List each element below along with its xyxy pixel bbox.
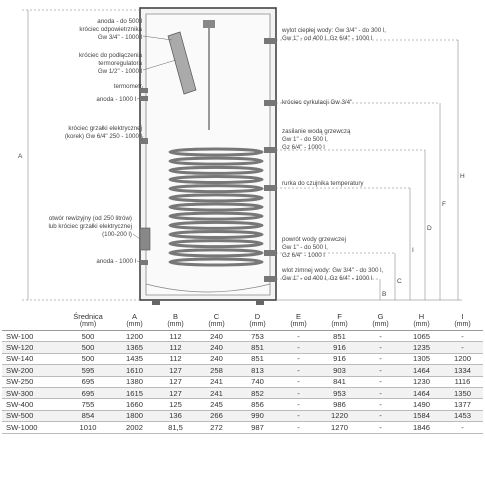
column-header xyxy=(319,312,360,331)
table-row xyxy=(2,399,483,410)
table-cell: - xyxy=(360,365,401,376)
table-cell: 112 xyxy=(155,342,196,353)
table-cell: - xyxy=(278,331,319,342)
table-cell: 241 xyxy=(196,387,237,398)
table-cell: 500 xyxy=(62,353,114,364)
table-cell: - xyxy=(278,365,319,376)
table-cell: 851 xyxy=(319,331,360,342)
table-cell: 854 xyxy=(62,410,114,421)
column-header xyxy=(2,312,62,331)
column-header xyxy=(114,312,155,331)
spec-table xyxy=(2,312,483,434)
column-header-name: A xyxy=(131,312,137,321)
table-cell: 1065 xyxy=(401,331,442,342)
table-cell: 986 xyxy=(319,399,360,410)
column-header-unit: (mm) xyxy=(331,321,348,328)
dim-letter-a: A xyxy=(18,153,23,160)
model-name-cell: SW-120 xyxy=(2,342,62,353)
table-cell: 127 xyxy=(155,365,196,376)
label-anoda-mid: anoda - 1000 l xyxy=(96,96,136,103)
table-cell: 1800 xyxy=(114,410,155,421)
table-cell: - xyxy=(278,353,319,364)
table-cell: 500 xyxy=(62,331,114,342)
port-inspection xyxy=(140,228,150,250)
table-cell: 695 xyxy=(62,387,114,398)
table-cell: 1235 xyxy=(401,342,442,353)
column-header-unit: (mm) xyxy=(372,321,389,328)
table-cell: 2002 xyxy=(114,422,155,433)
column-header xyxy=(237,312,278,331)
table-cell: 1464 xyxy=(401,387,442,398)
table-cell: 258 xyxy=(196,365,237,376)
table-cell: 1846 xyxy=(401,422,442,433)
table-cell: - xyxy=(360,399,401,410)
table-cell: 1610 xyxy=(114,365,155,376)
table-cell: 1464 xyxy=(401,365,442,376)
column-header xyxy=(278,312,319,331)
top-anode-port xyxy=(203,20,215,28)
port-circulation xyxy=(264,100,276,106)
table-row xyxy=(2,342,483,353)
model-name-cell: SW-500 xyxy=(2,410,62,421)
port-return xyxy=(264,250,276,256)
table-cell: 1200 xyxy=(442,353,483,364)
model-name-cell: SW-300 xyxy=(2,387,62,398)
table-cell: - xyxy=(360,387,401,398)
table-cell: 1584 xyxy=(401,410,442,421)
spec-table-header xyxy=(2,312,483,331)
label-return-3: Gz 6/4" - 1000 l xyxy=(282,252,325,259)
table-cell: 127 xyxy=(155,376,196,387)
table-cell: - xyxy=(442,342,483,353)
label-anoda-top-2: króciec odpowietrznika xyxy=(79,26,142,33)
table-cell: - xyxy=(360,410,401,421)
table-cell: 1230 xyxy=(401,376,442,387)
table-cell: 740 xyxy=(237,376,278,387)
label-return-2: Gw 1" - do 500 l, xyxy=(282,244,328,251)
port-sensor xyxy=(264,185,276,191)
table-cell: 916 xyxy=(319,353,360,364)
label-regulator-1: króciec do podłączenia xyxy=(79,52,142,59)
table-cell: - xyxy=(360,422,401,433)
table-cell: 813 xyxy=(237,365,278,376)
model-name-cell: SW-140 xyxy=(2,353,62,364)
table-row xyxy=(2,376,483,387)
left-labels xyxy=(48,18,142,265)
table-cell: 1200 xyxy=(114,331,155,342)
model-name-cell: SW-400 xyxy=(2,399,62,410)
table-cell: - xyxy=(442,331,483,342)
table-cell: 1116 xyxy=(442,376,483,387)
table-cell: 1660 xyxy=(114,399,155,410)
table-cell: 500 xyxy=(62,342,114,353)
table-row xyxy=(2,331,483,342)
table-cell: - xyxy=(360,353,401,364)
column-header-unit: (mm) xyxy=(290,321,307,328)
column-header-name: E xyxy=(295,312,301,321)
model-name-cell: SW-200 xyxy=(2,365,62,376)
dim-letter-c: C xyxy=(397,278,402,285)
table-cell: 856 xyxy=(237,399,278,410)
table-row xyxy=(2,365,483,376)
model-name-cell: SW-250 xyxy=(2,376,62,387)
table-cell: 852 xyxy=(237,387,278,398)
table-cell: 1270 xyxy=(319,422,360,433)
table-cell: - xyxy=(360,331,401,342)
table-cell: - xyxy=(360,376,401,387)
table-cell: 695 xyxy=(62,376,114,387)
column-header-unit: (mm) xyxy=(79,321,97,328)
table-cell: - xyxy=(360,342,401,353)
column-header-unit: (mm) xyxy=(167,321,184,328)
table-cell: 1435 xyxy=(114,353,155,364)
port-hot-out xyxy=(264,38,276,44)
tank-foot-right xyxy=(256,300,264,305)
tank-foot-left xyxy=(152,300,160,305)
dim-letter-d: D xyxy=(427,225,432,232)
label-heater-1: króciec grzałki elektrycznej xyxy=(68,125,142,132)
label-sensor: rurka do czujnika temperatury xyxy=(282,180,364,187)
column-header xyxy=(155,312,196,331)
label-supply-1: zasilanie wodą grzewczą xyxy=(282,128,351,135)
table-cell: 1365 xyxy=(114,342,155,353)
label-cold-in-1: wlot zimnej wody: Gw 3/4" - do 300 l, xyxy=(282,267,384,274)
table-cell: 241 xyxy=(196,376,237,387)
table-cell: 1453 xyxy=(442,410,483,421)
table-cell: 1010 xyxy=(62,422,114,433)
port-supply xyxy=(264,147,276,153)
column-header-name: C xyxy=(213,312,220,321)
port-cold-in xyxy=(264,276,276,282)
label-anoda-top-1: anoda - do 500 l xyxy=(97,18,142,25)
column-header xyxy=(401,312,442,331)
table-cell: 1490 xyxy=(401,399,442,410)
label-inspection-1: otwór rewizyjny (od 250 litrów) xyxy=(48,215,132,222)
label-supply-3: Gz 6/4" - 1000 l xyxy=(282,144,325,151)
table-cell: - xyxy=(278,399,319,410)
table-cell: - xyxy=(278,342,319,353)
column-header-name: H xyxy=(418,312,425,321)
table-cell: 753 xyxy=(237,331,278,342)
table-cell: 125 xyxy=(155,399,196,410)
table-cell: - xyxy=(278,376,319,387)
port-anode-mid xyxy=(140,96,148,101)
column-header xyxy=(196,312,237,331)
table-cell: 266 xyxy=(196,410,237,421)
label-thermometer: termometr xyxy=(113,83,142,90)
table-cell: 1305 xyxy=(401,353,442,364)
table-cell: 240 xyxy=(196,353,237,364)
table-cell: - xyxy=(442,422,483,433)
table-cell: 990 xyxy=(237,410,278,421)
table-cell: 112 xyxy=(155,331,196,342)
table-cell: 81,5 xyxy=(155,422,196,433)
column-header-unit: (mm) xyxy=(454,321,471,328)
table-cell: - xyxy=(278,410,319,421)
table-cell: 841 xyxy=(319,376,360,387)
label-regulator-2: termoregulatora xyxy=(98,60,142,67)
column-header xyxy=(62,312,114,331)
table-cell: 1350 xyxy=(442,387,483,398)
label-inspection-3: (100-200 l) xyxy=(102,231,132,238)
table-row xyxy=(2,353,483,364)
model-name-cell: SW-100 xyxy=(2,331,62,342)
spec-table-body xyxy=(2,331,483,434)
table-cell: 240 xyxy=(196,331,237,342)
table-cell: 245 xyxy=(196,399,237,410)
label-anoda-low: anoda - 1000 l xyxy=(96,258,136,265)
table-cell: 112 xyxy=(155,353,196,364)
column-header-name: I xyxy=(461,312,464,321)
label-hot-out-2: Gw 1" - od 400 l, Gz 6/4" - 1000 l xyxy=(282,35,373,42)
table-cell: 851 xyxy=(237,342,278,353)
label-regulator-3: Gw 1/2" - 1000 l xyxy=(97,68,142,75)
label-return-1: powrót wody grzewczej xyxy=(282,236,346,243)
model-name-cell: SW-1000 xyxy=(2,422,62,433)
column-header xyxy=(360,312,401,331)
column-header-name: B xyxy=(172,312,178,321)
table-row xyxy=(2,387,483,398)
label-cold-in-2: Gw 1" - od 400 l, Gz 6/4" - 1000 l xyxy=(282,275,373,282)
label-anoda-top-3: Gw 3/4" - 1000 l xyxy=(97,34,142,41)
table-cell: 1615 xyxy=(114,387,155,398)
table-cell: - xyxy=(278,422,319,433)
column-header-name: F xyxy=(337,312,342,321)
label-supply-2: Gw 1" - do 500 l, xyxy=(282,136,328,143)
dim-letter-i: I xyxy=(412,247,414,254)
dim-letter-h: H xyxy=(460,173,465,180)
table-cell: 987 xyxy=(237,422,278,433)
table-cell: 916 xyxy=(319,342,360,353)
column-header-name: D xyxy=(254,312,261,321)
table-row xyxy=(2,422,483,433)
port-anode-low xyxy=(140,260,148,265)
column-header-name: Średnica xyxy=(73,312,103,321)
table-cell: - xyxy=(278,387,319,398)
label-inspection-2: lub króciec grzałki elektrycznej xyxy=(48,223,132,230)
dim-letter-b: B xyxy=(382,291,387,298)
table-row xyxy=(2,410,483,421)
column-header-name: G xyxy=(377,312,384,321)
table-cell: 903 xyxy=(319,365,360,376)
column-header-unit: (mm) xyxy=(126,321,143,328)
table-cell: 1380 xyxy=(114,376,155,387)
table-cell: 127 xyxy=(155,387,196,398)
table-cell: 1220 xyxy=(319,410,360,421)
table-cell: 1334 xyxy=(442,365,483,376)
column-header-unit: (mm) xyxy=(413,321,430,328)
label-hot-out-1: wylot ciepłej wody: Gw 3/4" - do 300 l, xyxy=(282,27,386,34)
column-header-unit: (mm) xyxy=(249,321,266,328)
dim-letter-f: F xyxy=(442,201,446,208)
table-cell: 136 xyxy=(155,410,196,421)
column-header-unit: (mm) xyxy=(208,321,225,328)
table-cell: 755 xyxy=(62,399,114,410)
column-header xyxy=(442,312,483,331)
table-cell: 595 xyxy=(62,365,114,376)
table-cell: 272 xyxy=(196,422,237,433)
label-heater-2: (korek) Gw 6/4" 250 - 1000 l xyxy=(64,133,142,140)
table-cell: 953 xyxy=(319,387,360,398)
table-cell: 1377 xyxy=(442,399,483,410)
table-cell: 240 xyxy=(196,342,237,353)
table-cell: 851 xyxy=(237,353,278,364)
right-labels xyxy=(281,27,386,282)
label-circulation: króciec cyrkulacji Gw 3/4" xyxy=(282,99,353,106)
